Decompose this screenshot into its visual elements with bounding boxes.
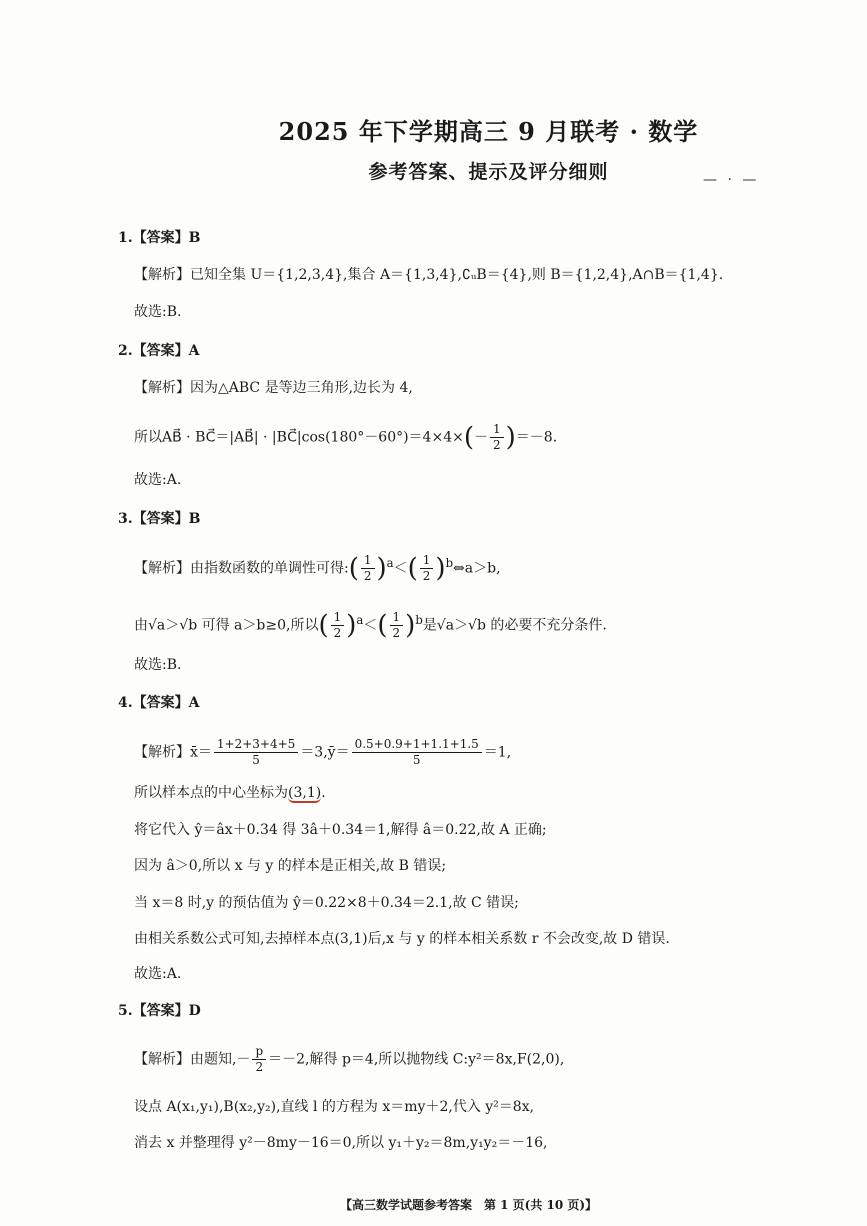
q4-choice: 故选:A. bbox=[134, 966, 182, 982]
q3-answer: 3.【答案】B bbox=[118, 511, 201, 527]
q1-analysis: 【解析】已知全集 U＝{1,2,3,4},集合 A＝{1,3,4},∁ᵤB＝{4},则 B＝{1,2,4},A∩B＝{1,4}. bbox=[134, 267, 724, 283]
fraction-p-half: $\frac{p}{2}$ bbox=[252, 1044, 266, 1075]
q1-answer: 1.【答案】B bbox=[118, 230, 201, 246]
fraction-x-mean: $\frac{1+2+3+4+5}{5}$ bbox=[214, 737, 298, 768]
corner-mark: — · — bbox=[703, 172, 760, 188]
fraction-half: $\frac{1}{2}$ bbox=[420, 553, 434, 584]
q3-analysis-line: 【解析】由指数函数的单调性可得:( $\frac{1}{2}$ )$^a$＜( $\frac{1}{2}$ )$^b$⇔a＞b, bbox=[134, 553, 501, 584]
q4-mean-line: 【解析】x̄＝ $\frac{1+2+3+4+5}{5}$ ＝3,ȳ＝ $\frac{0.5+0.9+1+1.1+1.5}{5}$ ＝1, bbox=[134, 737, 512, 767]
q3-choice: 故选:B. bbox=[134, 657, 182, 673]
fraction-half: $\frac{1}{2}$ bbox=[390, 610, 404, 641]
q2-choice: 故选:A. bbox=[134, 472, 182, 488]
page-subtitle: 参考答案、提示及评分细则 bbox=[368, 161, 609, 183]
q4-line-c: 当 x＝8 时,y 的预估值为 ŷ＝0.22×8＋0.34＝2.1,故 C 错误; bbox=[134, 895, 519, 911]
q4-answer: 4.【答案】A bbox=[118, 695, 200, 711]
page-footer: 【高三数学试题参考答案 第 1 页(共 10 页)】 bbox=[339, 1198, 598, 1212]
q2-analysis: 【解析】因为△ABC 是等边三角形,边长为 4, bbox=[134, 380, 413, 396]
q2-formula-text: 所以AB⃗ · BC⃗＝|AB⃗| · |BC⃗|cos(180°－60°)＝4×4× bbox=[134, 429, 464, 446]
q4-line-d: 由相关系数公式可知,去掉样本点(3,1)后,x 与 y 的样本相关系数 r 不会改变,故 D 错误. bbox=[134, 931, 670, 947]
q2-formula-line: 所以AB⃗ · BC⃗＝|AB⃗| · |BC⃗|cos(180°－60°)＝4×4×(－ $\frac{1}{2}$ )＝－8. bbox=[134, 422, 558, 453]
page-title: 2025 年下学期高三 9 月联考 · 数学 bbox=[278, 117, 699, 146]
fraction-half: $\frac{1}{2}$ bbox=[490, 422, 504, 453]
q2-answer: 2.【答案】A bbox=[118, 343, 200, 359]
q5-analysis-line: 【解析】由题知,－ $\frac{p}{2}$ ＝－2,解得 p＝4,所以抛物线 C:y²＝8x,F(2,0), bbox=[134, 1044, 565, 1074]
q4-line-b: 因为 â＞0,所以 x 与 y 的样本是正相关,故 B 错误; bbox=[134, 858, 447, 874]
q3-conclusion-line: 由√a＞√b 可得 a＞b≥0,所以( $\frac{1}{2}$ )$^a$＜( $\frac{1}{2}$ )$^b$是√a＞√b 的必要不充分条件. bbox=[134, 610, 607, 641]
underlined-center-point: (3,1) bbox=[288, 785, 322, 801]
q4-line-a: 将它代入 ŷ＝âx＋0.34 得 3â＋0.34＝1,解得 â＝0.22,故 A 正确; bbox=[134, 822, 547, 838]
fraction-half: $\frac{1}{2}$ bbox=[331, 610, 345, 641]
q1-choice: 故选:B. bbox=[134, 304, 182, 320]
q5-line-b: 消去 x 并整理得 y²－8my－16＝0,所以 y₁＋y₂＝8m,y₁y₂＝－16, bbox=[134, 1135, 548, 1151]
q5-answer: 5.【答案】D bbox=[118, 1003, 201, 1019]
q4-center-line: 所以样本点的中心坐标为(3,1). bbox=[134, 785, 326, 801]
q2-formula-result: ＝－8. bbox=[515, 429, 558, 446]
q5-line-a: 设点 A(x₁,y₁),B(x₂,y₂),直线 l 的方程为 x＝my＋2,代入 y²＝8x, bbox=[134, 1099, 535, 1115]
fraction-y-mean: $\frac{0.5+0.9+1+1.1+1.5}{5}$ bbox=[352, 737, 482, 768]
fraction-half: $\frac{1}{2}$ bbox=[361, 553, 375, 584]
